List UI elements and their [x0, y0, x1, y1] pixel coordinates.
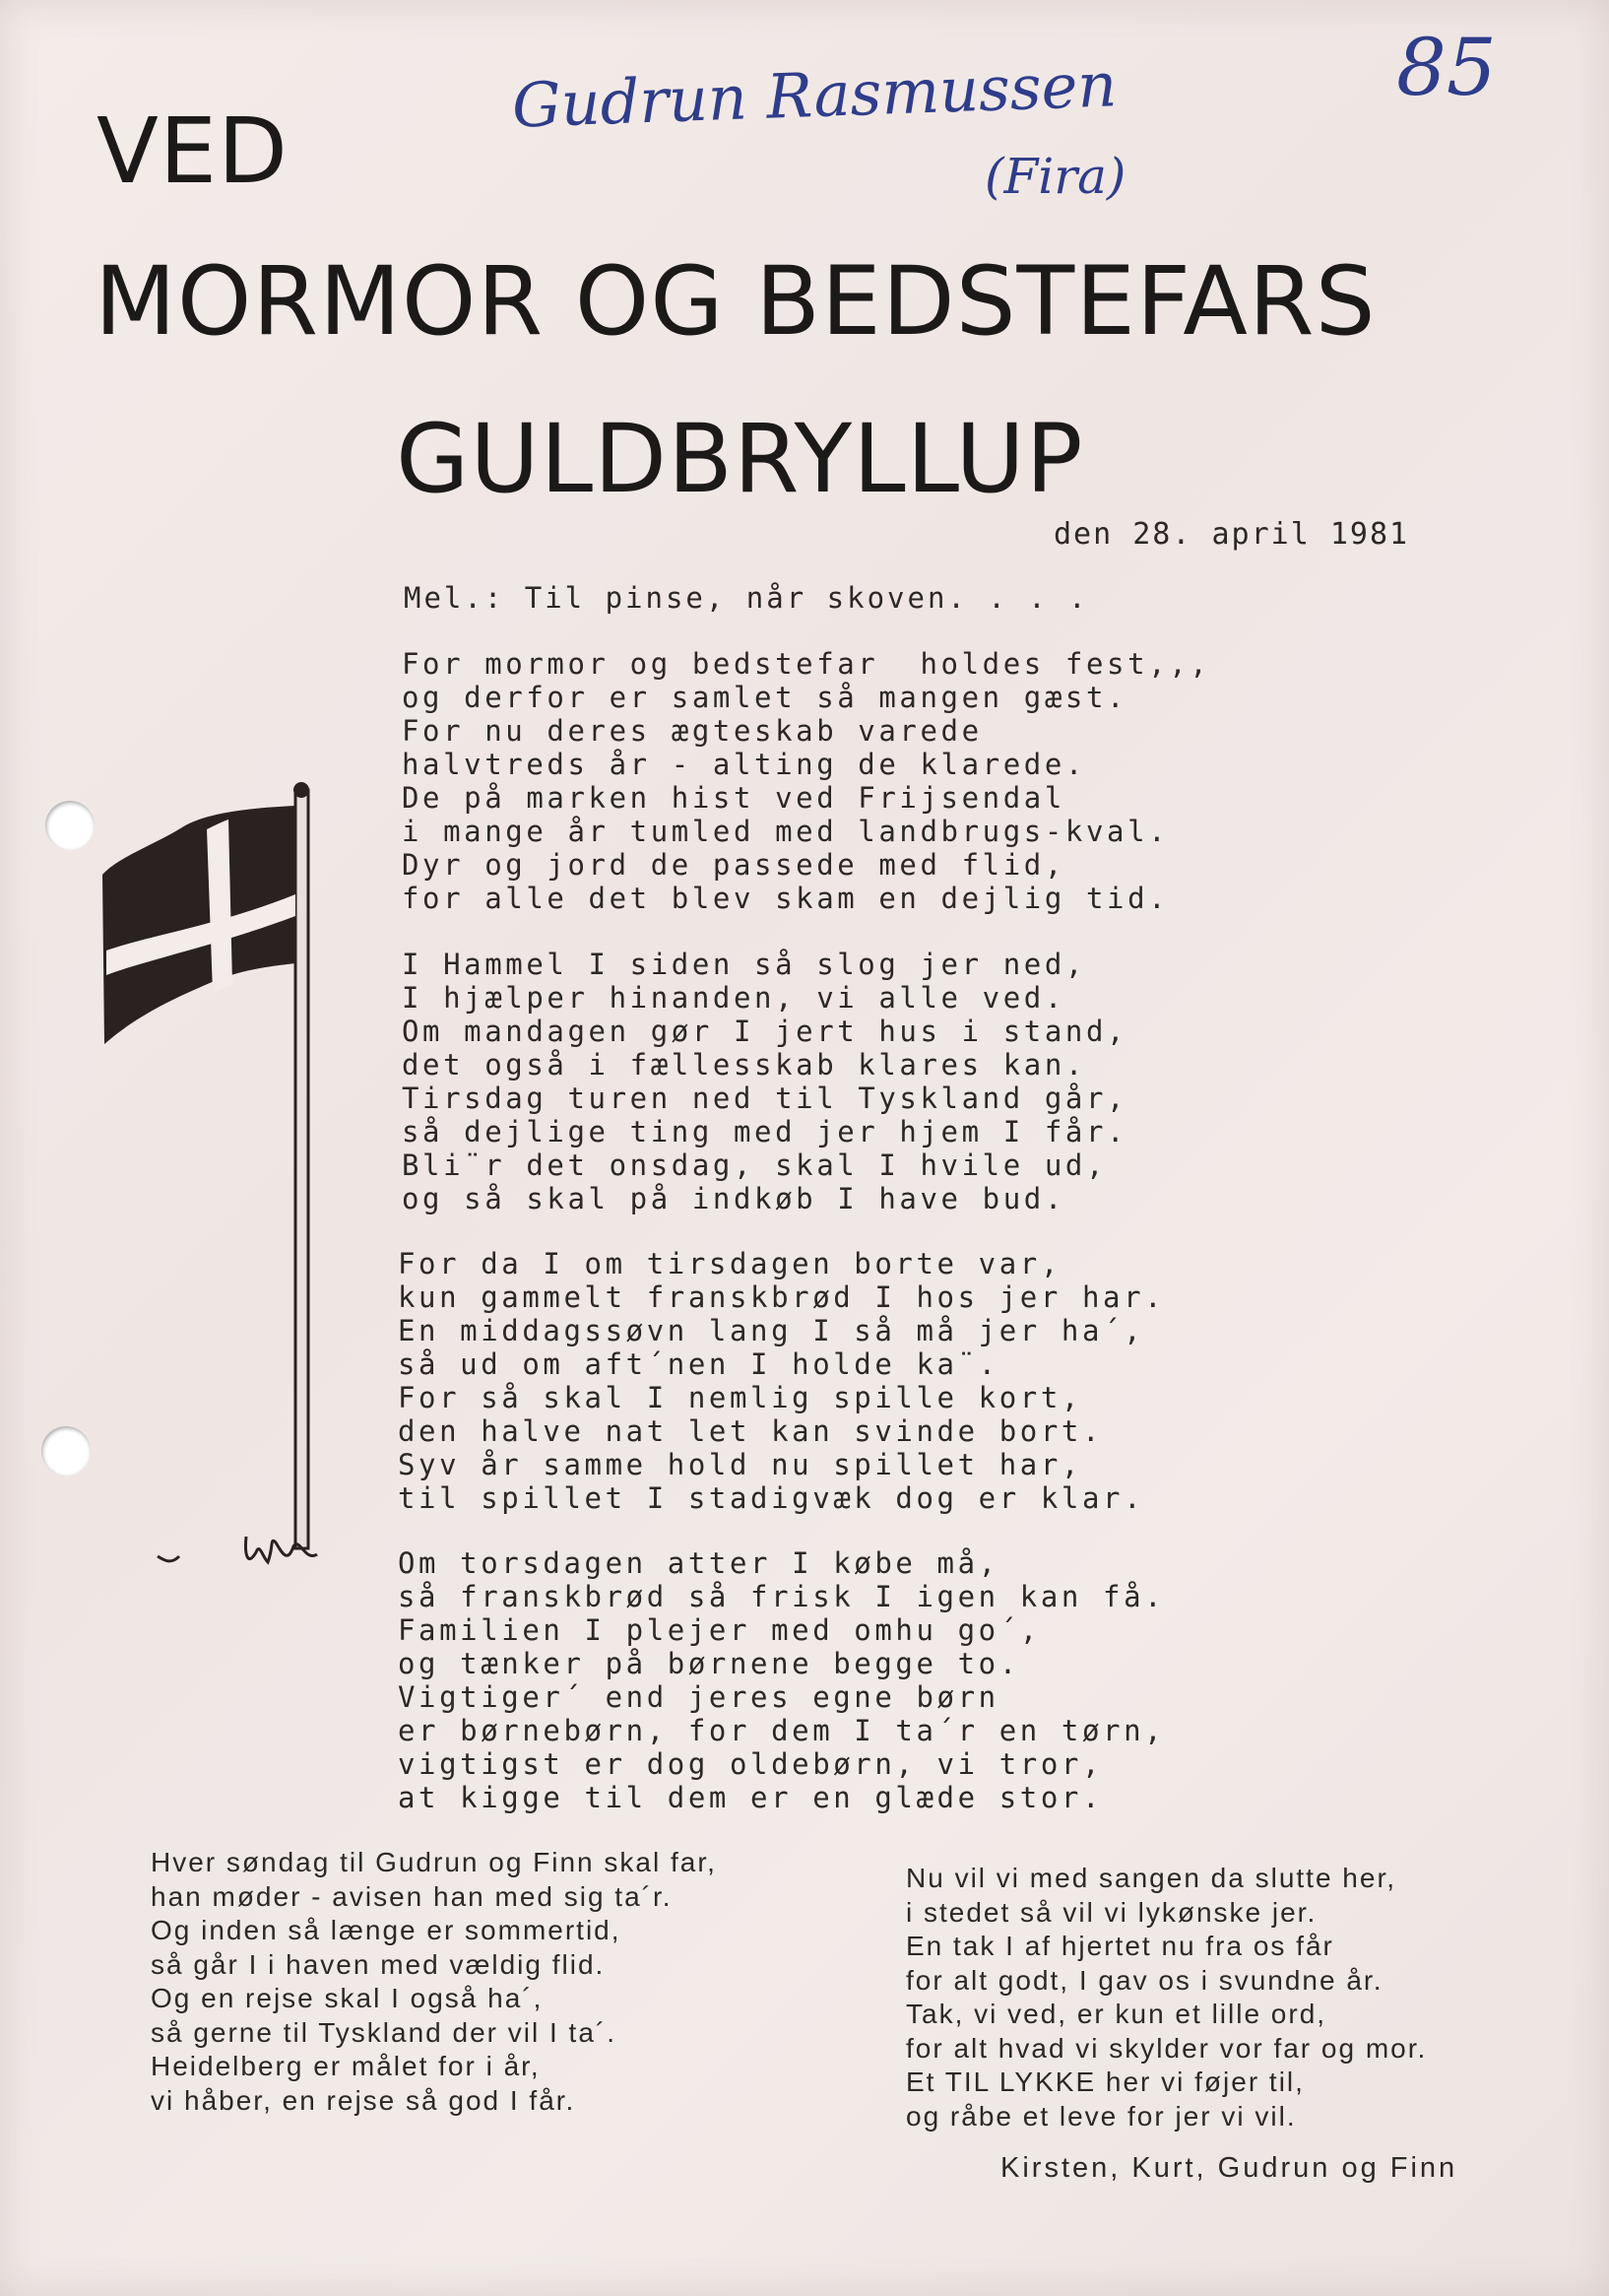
title-line-2: MORMOR OG BEDSTEFARS: [95, 246, 1377, 357]
handwritten-name: Gudrun Rasmussen: [510, 48, 1119, 142]
flag-illustration: [89, 778, 384, 1596]
punch-hole-bottom: [41, 1426, 91, 1476]
artist-signature-icon: [158, 1537, 317, 1562]
handwritten-page-number: 85: [1396, 22, 1497, 113]
flag-icon: [102, 806, 295, 1044]
melody-line: Mel.: Til pinse, når skoven. . . .: [404, 581, 1089, 615]
handwritten-nickname: (Fira): [985, 148, 1126, 205]
title-line-3: GULDBRYLLUP: [396, 404, 1084, 514]
title-line-1: VED: [97, 98, 289, 204]
verse-1: For mormor og bedstefar holdes fest,,, og derfor er samlet så mangen gæst. For nu deres ægteskab varede halvtreds år - alting de klarede. De på marken hist ved Frijsendal i mange år tumled med landbrugs-kval. Dyr og jord de passede med flid, for alle det blev skam en dejlig tid.: [402, 647, 1211, 915]
date-line: den 28. april 1981: [1054, 517, 1410, 552]
flag-pole-icon: [293, 782, 309, 1548]
punch-hole-top: [45, 801, 95, 850]
verse-2: I Hammel I siden så slog jer ned, I hjælper hinanden, vi alle ved. Om mandagen gør I jert hus i stand, det også i fællesskab klares kan. Tirsdag turen ned til Tyskland går, så dejlige ting med jer hjem I får. Bli¨r det onsdag, skal I hvile ud, og så skal på indkøb I have bud.: [402, 948, 1128, 1215]
verse-6: Nu vil vi med sangen da slutte her, i stedet så vil vi lykønske jer. En tak I af hjertet nu fra os får for alt godt, I gav os i svundne år. Tak, vi ved, er kun et lille ord, for alt hvad vi skylder vor far og mor. Et TIL LYKKE her vi føjer til, og råbe et leve for jer vi vil.: [906, 1863, 1428, 2132]
verse-5: Hver søndag til Gudrun og Finn skal far, han møder - avisen han med sig ta´r. Og inden så længe er sommertid, så går I i haven med vældig flid. Og en rejse skal I også ha´, så gerne til Tyskland der vil I ta´. Heidelberg er målet for i år, vi håber, en rejse så god I får.: [151, 1847, 717, 2116]
verse-3: For da I om tirsdagen borte var, kun gammelt franskbrød I hos jer har. En middagssøvn lang I så må jer ha´, så ud om aft´nen I holde ka¨. For så skal I nemlig spille kort, den halve nat let kan svinde bort. Syv år samme hold nu spillet har, til spillet I stadigvæk dog er klar.: [398, 1247, 1166, 1515]
verse-4: Om torsdagen atter I købe må, så franskbrød så frisk I igen kan få. Familien I plejer med omhu go´, og tænker på børnene begge to. Vigtiger´ end jeres egne børn er børnebørn, for dem I ta´r en tørn, vigtigst er dog oldebørn, vi tror, at kigge til dem er en glæde stor.: [398, 1546, 1166, 1814]
signature-line: Kirsten, Kurt, Gudrun og Finn: [1000, 2152, 1458, 2184]
